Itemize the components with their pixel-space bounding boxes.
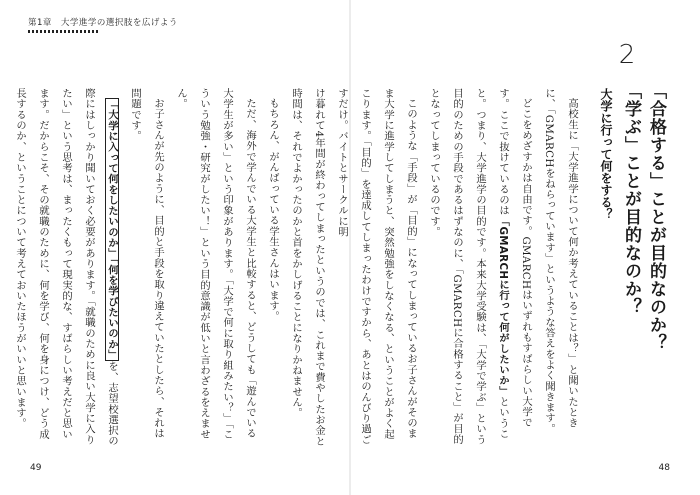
section-heading: 大学に行って何をする？ xyxy=(599,88,613,220)
page-number-right: 48 xyxy=(658,463,670,473)
paragraph-text: ということ。つまり、大学進学の目的です。本来大学受験は、「大学で学ぶ」という目的のための手段であるはずなのに、「GMARCHに合格すること」が目的となってしまっているのです。 xyxy=(428,88,509,445)
paragraph: け暮れて4年間が終わってしまったというのでは、これまで費やしたお金と時間は、それでよかったのかと首をかしげることになりかねません。 xyxy=(290,88,325,447)
chapter-number: 2 xyxy=(618,40,636,70)
paragraph-text: どこをめざすかは自由です。GMARCHはいずれもすばらしい大学です。ここで抜けているのは xyxy=(497,88,532,429)
right-page-body xyxy=(336,88,583,448)
paragraph: このような「手段」が「目的」になってしまっているお子さんがそのまま大学に進学してしまうと、突然勉強をしなくなる、ということがよく起こります。「目的」を達成してしまったわけですから、あとはのんびり過ごすだけ。バイトとサークルに明 xyxy=(336,88,417,445)
emphasis-text: 「GMARCHに行って何がしたいか」 xyxy=(497,215,509,397)
boxed-emphasis-text: 「大学に入って何をしたいのか」「何を学びたいのか」 xyxy=(106,99,118,361)
paragraph-text: を、志望校選択の際にはしっかり聞いておく必要があります。「就職のために良い大学に入りたい」という思考は、まったくもって現実的な、すばらしい考えだと思います。だからこそ、その就職のために、何を学び、何を身につけ、どう成長するのか、ということについて考えておいたほうがいいと思います。 xyxy=(14,88,118,447)
paragraph xyxy=(422,88,537,448)
paragraph xyxy=(8,88,123,448)
chapter-title-line-2: 「学ぶ」ことが目的なのか？ xyxy=(621,82,641,316)
paragraph: もちろん、がんばっている学生さんはいます。 xyxy=(267,98,279,322)
chapter-title-line-1: 「合格する」ことが目的なのか？ xyxy=(646,82,666,352)
paragraph: 高校生に「大学進学について何か考えていることは？」と聞いたときに、「GMARCHをねらっています」というような答えをよく聞きます。 xyxy=(543,88,578,434)
left-page-body xyxy=(14,88,330,448)
header-rule xyxy=(28,30,98,33)
paragraph: ただ、海外で学んでいる大学生と比較すると、どうしても「遊んでいる大学生が多い」という印象があります。「大学で何に取り組みたい？」「こういう勉強・研究がしたい！」という目的意識が低いと言わざるをえません。 xyxy=(175,88,256,440)
page-number-left: 49 xyxy=(30,463,42,473)
running-header: 第1章 大学進学の選択肢を広げよう xyxy=(28,18,178,28)
paragraph: お子さんが先のように、目的と手段を取り違えていたとしたら、それは問題です。 xyxy=(129,88,164,440)
